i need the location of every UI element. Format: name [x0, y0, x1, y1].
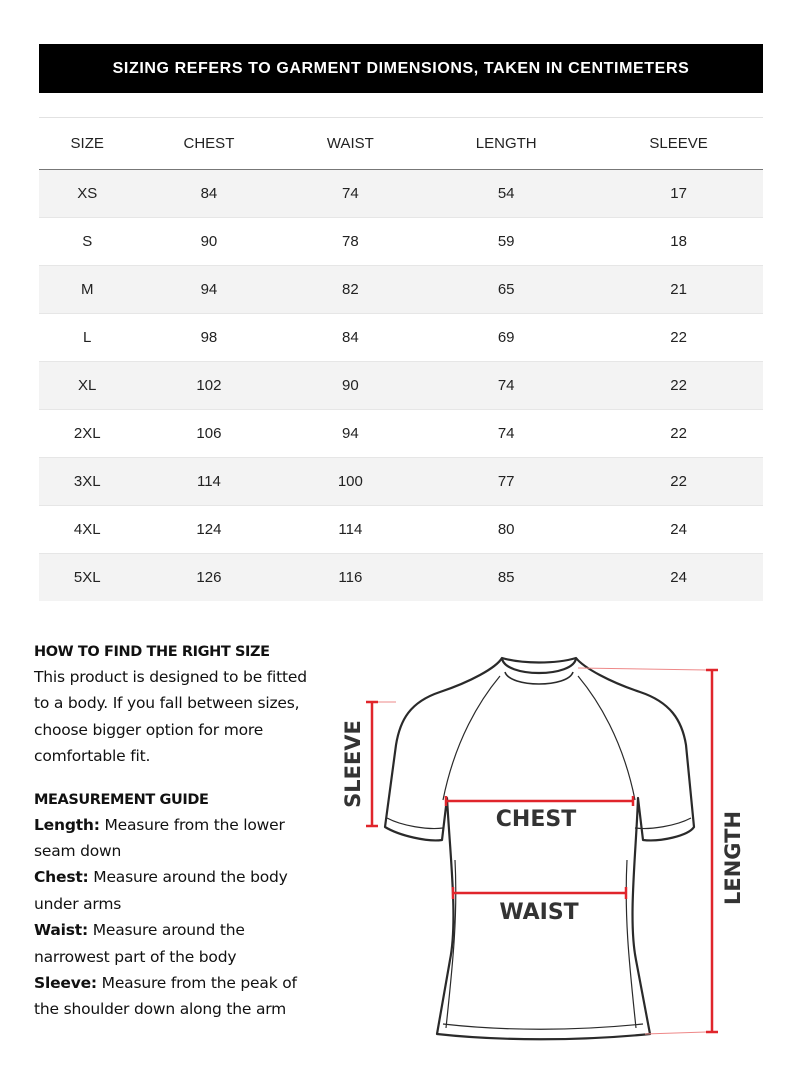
table-row	[39, 362, 763, 410]
header-size: SIZE	[39, 118, 135, 170]
cell-chest: 124	[135, 506, 282, 554]
cell-size: 5XL	[39, 554, 135, 602]
table-row	[39, 218, 763, 266]
cell-size: 4XL	[39, 506, 135, 554]
table-row	[39, 266, 763, 314]
cell-waist: 74	[282, 170, 418, 218]
cell-waist: 116	[282, 554, 418, 602]
cell-length: 65	[418, 266, 594, 314]
measure-title: MEASUREMENT GUIDE	[34, 791, 209, 808]
cell-size: 2XL	[39, 410, 135, 458]
waist-term: Waist:	[34, 921, 88, 940]
cell-length: 74	[418, 362, 594, 410]
cell-chest: 126	[135, 554, 282, 602]
cell-sleeve: 22	[594, 314, 763, 362]
length-item	[34, 812, 314, 865]
cell-length: 74	[418, 410, 594, 458]
cell-waist: 84	[282, 314, 418, 362]
table-header-row	[39, 118, 763, 170]
cell-chest: 94	[135, 266, 282, 314]
table-row	[39, 506, 763, 554]
waist-item	[34, 917, 314, 970]
sleeve-text: Measure from the peak of the shoulder down along the arm	[34, 974, 297, 1019]
cell-waist: 78	[282, 218, 418, 266]
shirt-diagram	[318, 640, 788, 1070]
cell-chest: 106	[135, 410, 282, 458]
table-row	[39, 170, 763, 218]
cell-length: 54	[418, 170, 594, 218]
sleeve-term: Sleeve:	[34, 974, 97, 993]
size-chart-table	[39, 117, 763, 601]
cell-sleeve: 21	[594, 266, 763, 314]
cell-size: XL	[39, 362, 135, 410]
chest-label: CHEST	[495, 807, 577, 832]
cell-chest: 114	[135, 458, 282, 506]
waist-label: WAIST	[499, 900, 579, 925]
cell-chest: 102	[135, 362, 282, 410]
cell-size: L	[39, 314, 135, 362]
cell-waist: 90	[282, 362, 418, 410]
chest-text: Measure around the body under arms	[34, 868, 288, 913]
cell-sleeve: 22	[594, 362, 763, 410]
table-row	[39, 458, 763, 506]
table-row	[39, 410, 763, 458]
banner-text: SIZING REFERS TO GARMENT DIMENSIONS, TAKEN IN CENTIMETERS	[112, 59, 690, 77]
cell-sleeve: 22	[594, 458, 763, 506]
cell-chest: 90	[135, 218, 282, 266]
cell-length: 80	[418, 506, 594, 554]
cell-length: 85	[418, 554, 594, 602]
table-body	[39, 170, 763, 602]
cell-sleeve: 17	[594, 170, 763, 218]
cell-chest: 98	[135, 314, 282, 362]
cell-length: 69	[418, 314, 594, 362]
chest-term: Chest:	[34, 868, 89, 887]
cell-waist: 94	[282, 410, 418, 458]
cell-size: XS	[39, 170, 135, 218]
header-waist: WAIST	[282, 118, 418, 170]
length-term: Length:	[34, 815, 100, 834]
cell-chest: 84	[135, 170, 282, 218]
cell-size: M	[39, 266, 135, 314]
cell-sleeve: 22	[594, 410, 763, 458]
sleeve-item	[34, 970, 314, 1023]
chest-item	[34, 864, 314, 917]
cell-sleeve: 24	[594, 554, 763, 602]
fit-text: This product is designed to be fitted to a body. If you fall between sizes, choose bigger option for more comfortable fit.	[34, 668, 307, 766]
cell-waist: 100	[282, 458, 418, 506]
waist-text: Measure around the narrowest part of the body	[34, 921, 245, 966]
header-sleeve: SLEEVE	[594, 118, 763, 170]
sizing-banner	[39, 44, 763, 93]
cell-sleeve: 18	[594, 218, 763, 266]
cell-waist: 82	[282, 266, 418, 314]
length-label: LENGTH	[721, 810, 745, 906]
shirt-outline-icon	[385, 658, 694, 1039]
header-chest: CHEST	[135, 118, 282, 170]
cell-size: S	[39, 218, 135, 266]
cell-length: 77	[418, 458, 594, 506]
table-row	[39, 314, 763, 362]
length-text: Measure from the lower seam down	[34, 815, 285, 861]
sleeve-label: SLEEVE	[341, 720, 365, 808]
header-length: LENGTH	[418, 118, 594, 170]
measurement-guide	[34, 640, 314, 1023]
table-row	[39, 554, 763, 602]
fit-title: HOW TO FIND THE RIGHT SIZE	[34, 644, 270, 660]
cell-sleeve: 24	[594, 506, 763, 554]
cell-length: 59	[418, 218, 594, 266]
cell-size: 3XL	[39, 458, 135, 506]
cell-waist: 114	[282, 506, 418, 554]
